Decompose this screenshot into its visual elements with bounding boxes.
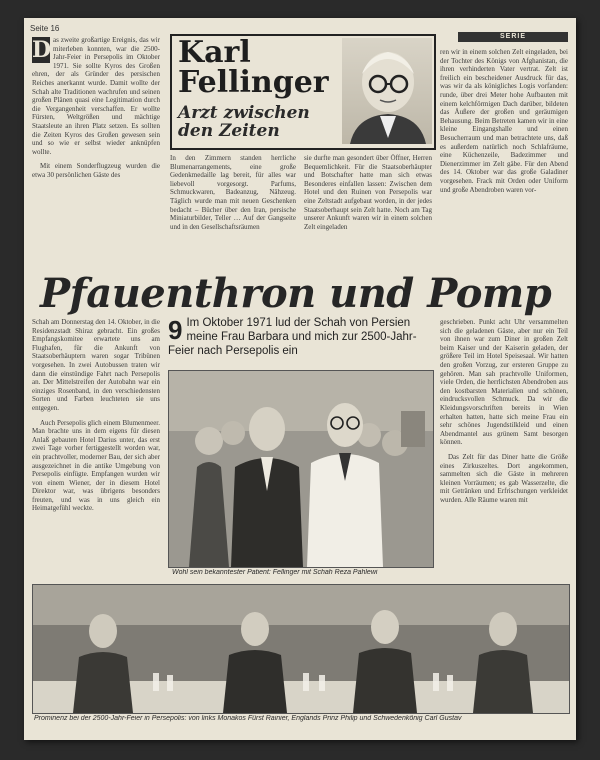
caption-photo-2: Prominenz bei der 2500-Jahr-Feier in Persepolis: von links Monakos Fürst Rainier, Englands Prinz Philip und Schwedenkönig Carl Gustav (34, 715, 462, 722)
deck-text: Im Oktober 1971 lud der Schah von Persien meine Frau Barbara und mich zur 2500-Jahr-Feier nach Persepolis ein (168, 317, 417, 357)
photo-prominenz-illustration (33, 585, 569, 713)
series-title-box (170, 34, 436, 150)
intro-text-1b: Mit einem Sonderflugzeug wurden die etwa 30 persönlichen Gäste des (32, 162, 160, 179)
body-left-text-2: Auch Persepolis glich einem Blumenmeer. Man brachte uns in dem eigens für diesen Anlaß gebauten Hotel Darius unter, das erst zwei Tage vorher fertiggestellt worden war, ein prachtvoller, moderner Bau, der sich aber ausgezeichnet in die antike Umgebung von Persepolis einfügte. Empfangen wurden wir von einem Wiener, der in diesem Hotel Direktor war, was übrigens besonders freuten, und was in uns gleich ein Heimatgefühl weckte. (32, 418, 160, 513)
deck-number: 9 (168, 315, 183, 345)
body-right-text-1: geschrieben. Punkt acht Uhr versammelten sich die geladenen Gäste, aber nur ein Teil von ihnen war zum Diner in großen Zelt beim Kaiser und der Kaiserin geladen, der größere Teil im Hotel Speisesaal. Wir hatten den großen Vorzug, zur ersteren Gruppe zu gehören. Man sah prachtvolle Uniformen, viele Orden, die herrlichsten Abendroben aus den kostbarsten Materialien und schönen, eindrucksvollen Schmuck. Da wir die Kleidungsvorschriften bereits in Wien erhalten hatten, hatte sich meine Frau ein sehr schönes Jugendstilkleid und einen Abendmantel aus grünem Samt besorgen können. (440, 318, 568, 447)
page-number: Seite 16 (30, 24, 60, 33)
portrait-illustration (342, 38, 432, 144)
caption-photo-1: Wohl sein bekanntester Patient: Fellinger mit Schah Reza Pahlewi (172, 569, 378, 576)
intro-column-1 (32, 36, 160, 266)
body-column-right (440, 318, 568, 580)
intro-column-5: ren wir in einem solchen Zelt eingeladen, bei der Tochter des Königs von Afghanistan, die ihren verhinderten Vater vertrat. Zelt ist freilich ein bescheidener Ausdruck für das, was wir da als königliches Logis vorfanden: runde, über drei Meter hohe Aufbauten mit einem kelchförmigen Dach darüber, bildeten das Äußere der großen und geräumigen Behausung. Beim Betreten kamen wir in eine kleine Eingangshalle und einen Besucherraum und man betrachtete uns, daß es außerdem natürlich noch Schlafräume, eine Küchenzeile, Badezimmer und Dienerzimmer im Zelt gäbe. Für den Abend des 14. Oktober war das große Galadiner vorgesehen. Frack mit Orden oder Uniform und große Abendroben waren vor- (440, 48, 568, 194)
body-right-text-2: Das Zelt für das Diner hatte die Größe eines Zirkuszeltes. Dort angekommen, sammelten sich die Gäste in mehreren kleinen Vorräumen; es gab Wasserzelte, die mit Getränken und Erfrischungen verkleidet wurden. Alle Räume waren mit (440, 452, 568, 504)
body-left-text-1: Schah am Donnerstag den 14. Oktober, in die Residenzstadt Shiraz gebracht. Ein großes Empfangskomitee erwartete uns am Flughafen, für die Ankunft von Staatsoberhäuptern waren sogar Tribünen vorgesehen. In zwei Autobussen traten wir dann die einstündige Fahrt nach Persepolis an. Der Mittelstreifen der Autobahn war ein einziges Rosenband, in den verschiedensten Sorten und Farben leuchteten sie uns entgegen. (32, 318, 160, 412)
photo-schah-fellinger (168, 370, 434, 568)
newspaper-page (24, 18, 576, 740)
series-title-name: Karl Fellinger (178, 35, 329, 100)
intro-text-1: as zweite großartige Ereignis, das wir miterleben konnten, war die 2500-Jahr-Feier in Persepolis im Oktober 1971. Sie sollte Kyros des Großen ehren, der als Gründer des persischen Reiches anerkannt wurde. Damit wollte der Schah alte Traditionen wachrufen und seinen großen Plänen quasi eine Legitimation durch die Vergangenheit verschaffen. Er wollte Fürsten, Weltgrößen und mächtige Staatsleute an ihren Platz setzen. Es sollten die Zeiten Kyros des Großen gewesen sein und so wie er selbst wieder anknüpfen wollte. (32, 36, 160, 156)
series-title-subtitle: Arzt zwischen den Zeiten (178, 103, 310, 141)
serie-badge: SERIE (458, 32, 568, 42)
deck (168, 316, 438, 358)
photo-prominenz (32, 584, 570, 714)
intro-column-4: sie durfte man gesondert über Öffner, Herren Bequemlichkeit. Für die Staatsoberhäupter und Botschafter hatte man sich etwas Besonderes einfallen lassen: Zwischen dem Hotel und den Ruinen von Persepolis war eine Zeltstadt aufgebaut worden, in der jedes Staatsoberhaupt sein Zelt hatte. Noch am Tag unserer Ankunft waren wir in einem solchen Zelt eingeladen (304, 154, 432, 231)
body-column-left (32, 318, 160, 580)
intro-column-3: In den Zimmern standen herrliche Blumenarrangements, eine große Gedenkmedaille lag bereit, für alles war liebevoll vorgesorgt. Parfums, Schmuckwaren, Badeanzug, Nähzeug. Täglich wurde man mit neuen Geschenken bedacht – Bücher über den Iran, persische Miniaturbilder, Teller … Auf der Gangseite und in den Gesellschaftsräumen (170, 154, 296, 231)
dropcap: D (32, 37, 52, 63)
photo-schah-illustration (169, 371, 433, 567)
portrait-photo (342, 38, 432, 144)
headline: Pfauenthron und Pomp (40, 270, 552, 317)
